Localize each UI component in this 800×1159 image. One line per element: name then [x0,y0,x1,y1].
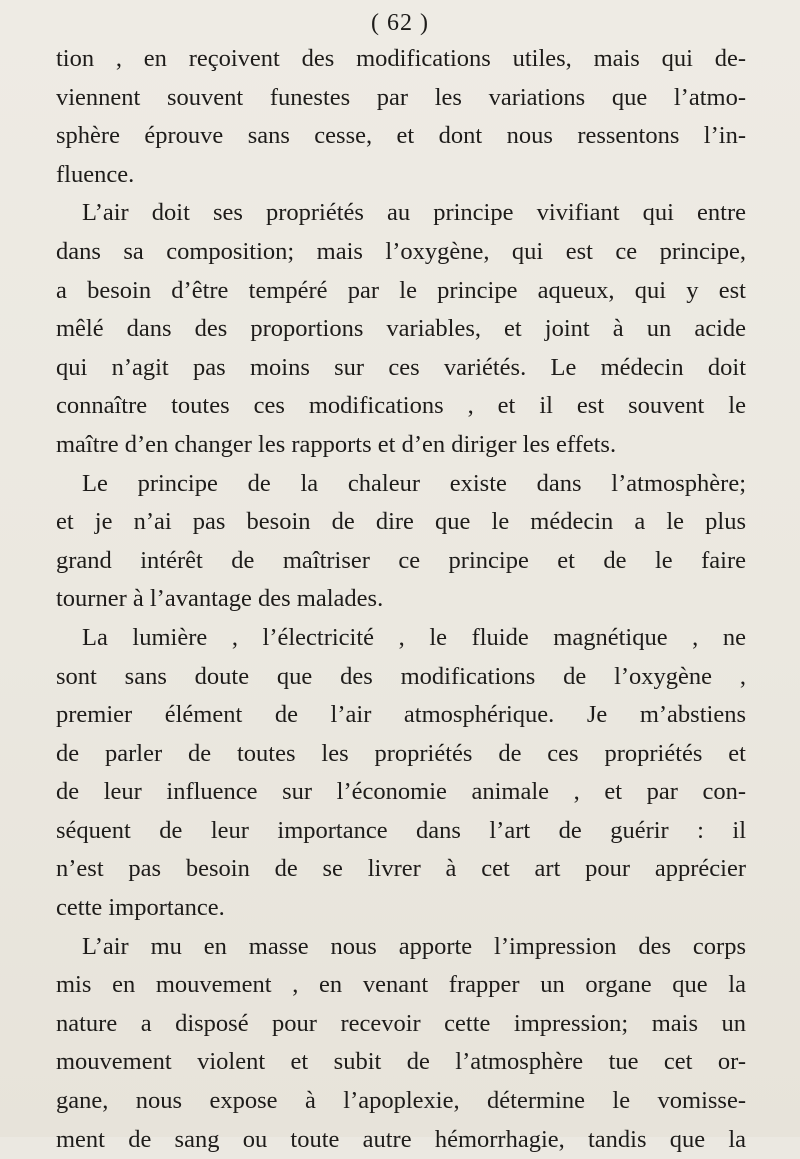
text-line: qui n’agit pas moins sur ces variétés. Le médecin doit [56,353,746,381]
text-line: dans sa composition; mais l’oxygène, qui est ce principe, [56,237,746,265]
text-line: mis en mouvement , en venant frapper un organe que la [56,971,746,999]
text-line: fluence. [56,160,135,188]
text-line: L’air doit ses propriétés au principe vivifiant qui entre [82,199,746,227]
page-number: ( 62 ) [371,10,429,36]
text-line: Le principe de la chaleur existe dans l’atmosphère; [82,469,746,497]
text-line: de parler de toutes les propriétés de ces propriétés et [56,739,746,767]
text-line: nature a disposé pour recevoir cette impression; mais un [56,1009,746,1037]
text-line: et je n’ai pas besoin de dire que le médecin a le plus [56,508,746,536]
text-line: connaître toutes ces modifications , et il est souvent le [56,392,746,420]
text-line: mêlé dans des proportions variables, et joint à un acide [56,315,746,343]
text-line: L’air mu en masse nous apporte l’impression des corps [82,932,746,960]
text-line: sphère éprouve sans cesse, et dont nous ressentons l’in- [56,122,746,150]
text-line: cette importance. [56,894,225,922]
body-text [56,40,746,1159]
text-line: premier élément de l’air atmosphérique. Je m’abstiens [56,701,746,729]
text-line: de leur influence sur l’économie animale , et par con- [56,778,746,806]
text-line: La lumière , l’électricité , le fluide magnétique , ne [82,623,746,651]
text-line: sont sans doute que des modifications de l’oxygène , [56,662,746,690]
text-line: mouvement violent et subit de l’atmosphère tue cet or- [56,1048,746,1076]
text-line: grand intérêt de maîtriser ce principe et de le faire [56,546,746,574]
text-line: tion , en reçoivent des modifications utiles, mais qui de- [56,45,746,72]
text-line: séquent de leur importance dans l’art de guérir : il [56,816,746,844]
text-line: viennent souvent funestes par les variations que l’atmo- [56,83,746,111]
text-line: maître d’en changer les rapports et d’en diriger les effets. [56,430,617,458]
text-line: n’est pas besoin de se livrer à cet art pour apprécier [56,855,746,883]
text-line: gane, nous expose à l’apoplexie, détermine le vomisse- [56,1087,746,1115]
text-line: a besoin d’être tempéré par le principe aqueux, qui y est [56,276,746,304]
text-line: tourner à l’avantage des malades. [56,585,384,613]
text-line: ment de sang ou toute autre hémorrhagie, tandis que la [56,1125,746,1153]
